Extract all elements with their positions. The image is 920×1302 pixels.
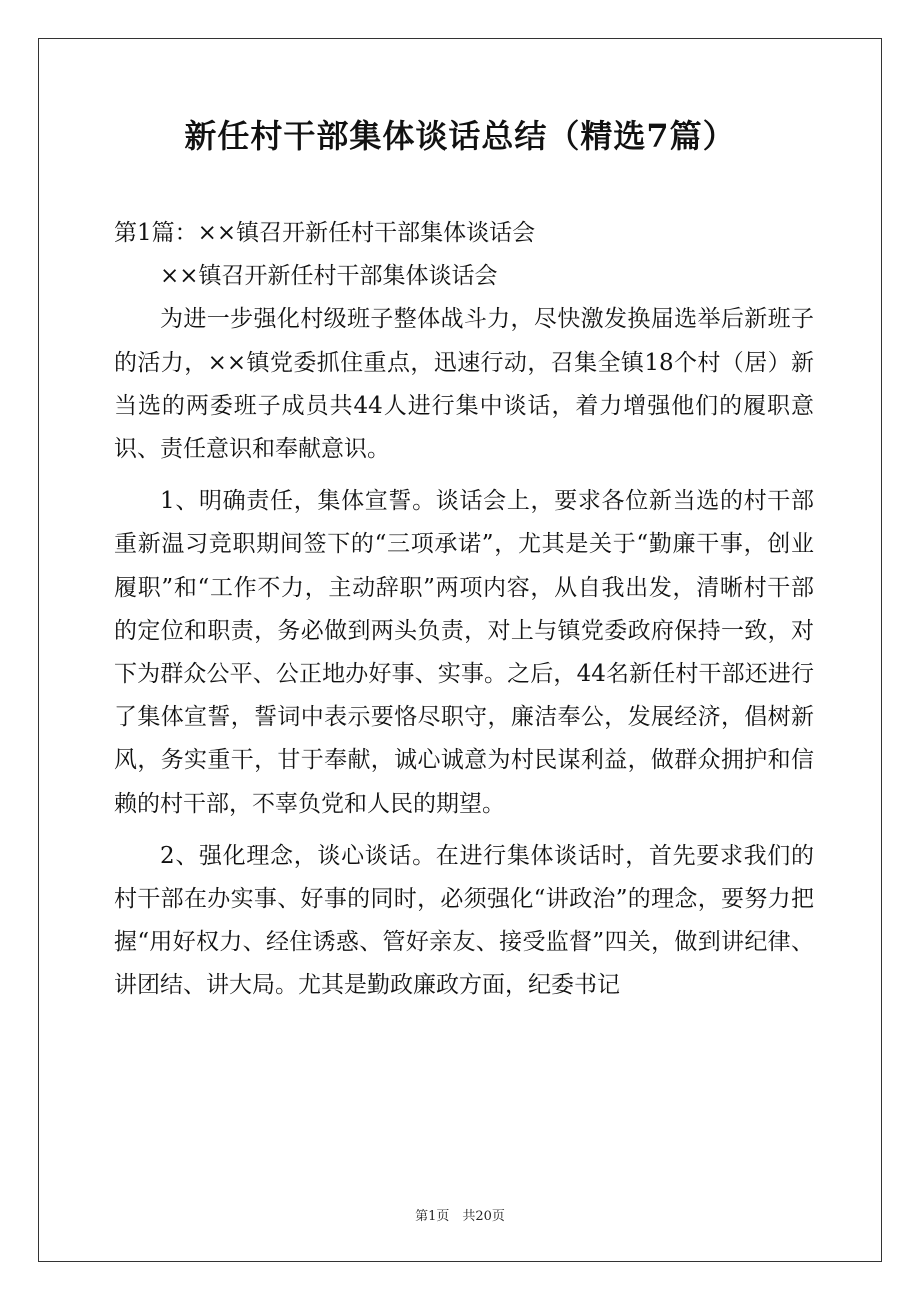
- document-body: [114, 212, 814, 1008]
- paragraph-intro: 为进一步强化村级班子整体战斗力，尽快激发换届选举后新班子的活力，××镇党委抓住重点，迅速行动，召集全镇18个村（居）新当选的两委班子成员共44人进行集中谈话，着力增强他们的履职意识、责任意识和奉献意识。: [114, 306, 814, 463]
- page-number-footer: 第1页 共20页: [415, 1209, 505, 1224]
- paragraph-point-1: 1、明确责任，集体宣誓。谈话会上，要求各位新当选的村干部重新温习竞职期间签下的“三项承诺”，尤其是关于“勤廉干事，创业履职”和“工作不力，主动辞职”两项内容，从自我出发，清晰村干部的定位和职责，务必做到两头负责，对上与镇党委政府保持一致，对下为群众公平、公正地办好事、实事。之后，44名新任村干部还进行了集体宣誓，誓词中表示要恪尽职守，廉洁奉公，发展经济，倡树新风，务实重干，甘于奉献，诚心诚意为村民谋利益，做群众拥护和信赖的村干部，不辜负党和人民的期望。: [114, 488, 814, 817]
- paragraph-point-2: 2、强化理念，谈心谈话。在进行集体谈话时，首先要求我们的村干部在办实事、好事的同时，必须强化“讲政治”的理念，要努力把握“用好权力、经住诱惑、管好亲友、接受监督”四关，做到讲纪律、讲团结、讲大局。尤其是勤政廉政方面，纪委书记: [114, 842, 814, 999]
- section-heading: 第1篇：××镇召开新任村干部集体谈话会: [114, 220, 536, 246]
- document-title: 新任村干部集体谈话总结（精选7篇）: [184, 117, 736, 155]
- section-subtitle: ××镇召开新任村干部集体谈话会: [160, 263, 498, 290]
